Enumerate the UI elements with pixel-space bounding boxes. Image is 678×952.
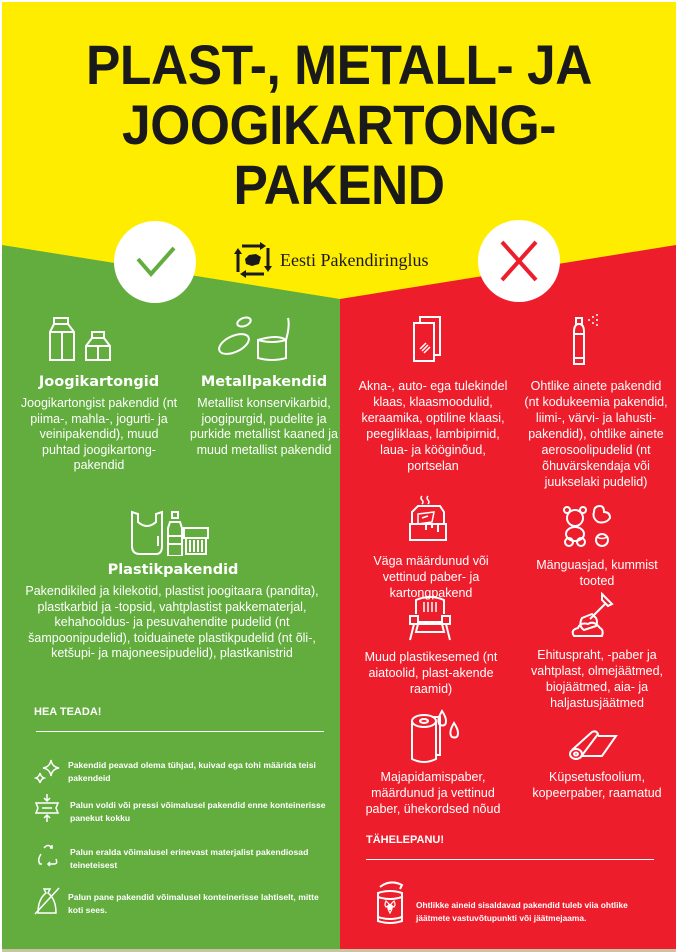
category-text-metal: Metallist konservikarbid, joogipurgid, pudelite ja purkide metallist kaaned ja muud metallist pakendid [190, 396, 338, 457]
metal-can-icon [216, 314, 296, 362]
no-bag-icon [34, 887, 60, 915]
rejected-plastic-items-text: Muud plastikesemed (nt aiatoolid, plast-akende raamid) [364, 650, 498, 696]
toys-icon [562, 504, 612, 548]
recycling-poster [2, 2, 676, 952]
rejected-dirty-paper-text: Väga määrdunud või vettinud paber- ja kartongpakend [373, 554, 489, 600]
category-title-cartons: Joogikartongid [38, 374, 160, 390]
rejected-household-paper-text: Majapidamispaber, määrdunud ja vettinud paber, ühekordsed nõud [365, 770, 501, 816]
brand-logo [234, 242, 428, 278]
rejected-hazard-text: Ohtlike ainete pakendid (nt kodukeemia pakendid, liimi-, värvi- ja lahusti-pakendid), ohtlike ainete aerosoolipudelid (nt õhuvärskendaja või juukselaki pudelid) [524, 379, 668, 489]
title-line-3: PAKEND [233, 153, 445, 216]
hazard-can-icon [376, 879, 406, 925]
category-title-metal: Metallpakendid [200, 374, 328, 390]
notice-divider [366, 859, 654, 860]
recycle-arrows-icon [36, 842, 60, 868]
cross-icon [478, 220, 560, 302]
tip-loose: Palun pane pakendid võimalusel konteinerisse lahtiselt, mitte koti sees. [68, 892, 319, 915]
rejected-toys-text: Mänguasjad, kummist tooted [536, 558, 658, 588]
good-to-know-heading: HEA TEADA! [34, 706, 102, 718]
category-text-plastic: Pakendikiled ja kilekotid, plastist joogitaara (pandita), plastkarbid ja -topsid, vahtplastist pakkematerjal, kehahooldus- ja pesuvahendite pudelid (nt šampoonipudelid), toiduainete plastikpudelid (nt õli-, ketšupi- ja majoneesipudelid), plastkanistrid [25, 584, 319, 660]
sparkle-icon [34, 759, 60, 785]
notice-heading: TÄHELEPANU! [366, 834, 445, 846]
glass-pane-icon [412, 315, 442, 363]
title-line-2: JOOGIKARTONG- [122, 93, 556, 156]
category-text-cartons: Joogikartongist pakendid (nt piima-, mahla-, jogurti- ja veinipakendid), muud puhtad joogikartong-pakendid [20, 396, 178, 472]
paper-towel-icon [410, 707, 462, 765]
foil-roll-icon [568, 730, 618, 762]
shovel-icon [570, 592, 616, 638]
accepted-badge [114, 221, 196, 303]
plastic-packaging-icon [130, 510, 210, 556]
check-icon [114, 221, 196, 303]
tip-empty-clean: Pakendid peavad olema tühjad, kuivad ega tohi määrida teisi pakendeid [68, 760, 316, 783]
spray-can-icon [570, 314, 602, 366]
rejected-foil-text: Küpsetusfoolium, kopeerpaber, raamatud [532, 770, 662, 800]
rejected-glass-text: Akna-, auto- ega tulekindel klaas, klaasmoodulid, keraamika, optiline klaasi, peegliklaas, lambipirnid, laua- ja kööginõud, portselan [358, 379, 508, 473]
compress-icon [34, 793, 60, 823]
carton-icon [48, 316, 118, 362]
tip-separate: Palun eralda võimalusel erinevast materjalist pakendiosad teineteisest [70, 847, 309, 870]
recycle-estonia-logo-icon [234, 242, 272, 278]
tip-compress: Palun voldi või pressi võimalusel pakendid enne konteinerisse panekut kokku [70, 800, 326, 823]
dirty-box-icon [408, 494, 448, 542]
title-line-1: PLAST-, METALL- JA [86, 33, 592, 96]
rejected-construction-text: Ehituspraht, -paber ja vahtplast, olmejäätmed, biojäätmed, aia- ja haljastusjäätmed [530, 648, 663, 710]
rejected-badge [478, 220, 560, 302]
notice-text: Ohtlikke aineid sisaldavad pakendid tuleb viia ohtlike jäätmete vastuvõtupunkti või jäätmejaama. [416, 900, 628, 923]
good-to-know-divider [36, 731, 324, 732]
garden-chair-icon [408, 594, 452, 642]
category-title-plastic: Plastikpakendid [107, 562, 239, 578]
brand-name: Eesti Pakendiringlus [280, 249, 429, 270]
